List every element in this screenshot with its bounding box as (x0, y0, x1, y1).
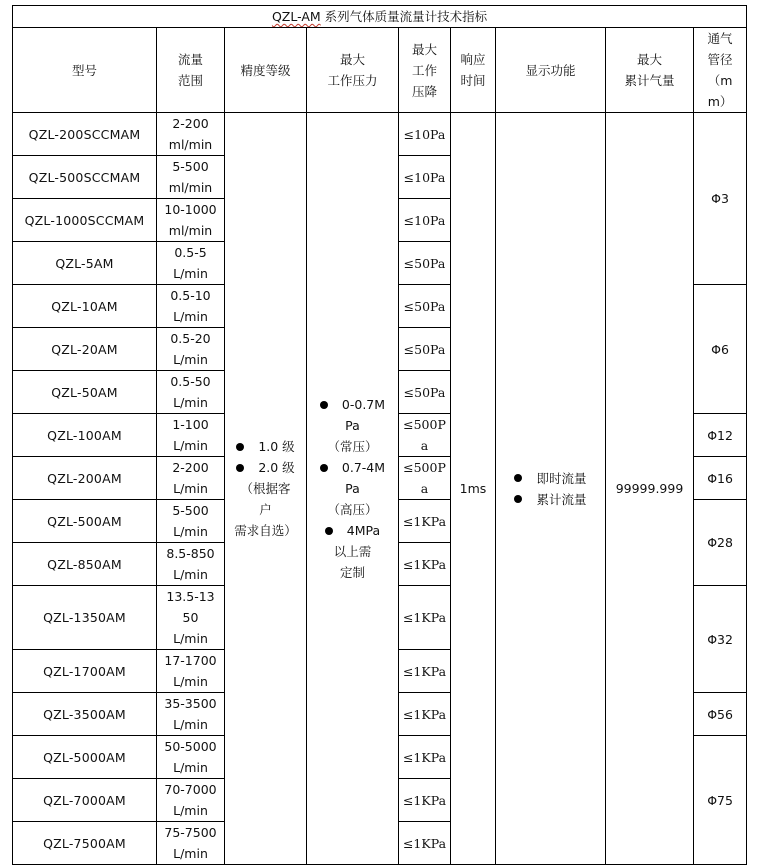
diameter-cell: Φ32 (694, 586, 747, 693)
header-response-l1: 响应 (460, 52, 486, 67)
display-item-1: 即时流量 (536, 470, 587, 486)
bullet-icon (514, 495, 522, 503)
pressure-item-3-l3: 定制 (339, 565, 365, 580)
header-model: 型号 (13, 28, 157, 113)
header-max-pressure-l2: 工作压力 (327, 73, 378, 88)
max-total-cell: 99999.999 (606, 113, 694, 865)
display-cell (496, 113, 606, 865)
header-drop-l2: 工作 (411, 62, 437, 78)
model-cell: QZL-10AM (13, 285, 157, 328)
header-diameter-l2: 管径 (707, 52, 733, 67)
header-diameter (694, 28, 747, 113)
model-cell: QZL-50AM (13, 371, 157, 414)
range-cell: 13.5-13 50 L/min (157, 586, 225, 650)
display-item-2: 累计流量 (536, 491, 587, 507)
pressure-drop-cell: ≤1KPa (399, 779, 451, 822)
diameter-cell: Φ28 (694, 500, 747, 586)
table-row (13, 113, 747, 156)
pressure-drop-cell: ≤50Pa (399, 285, 451, 328)
accuracy-cell (225, 113, 307, 865)
model-cell: QZL-1700AM (13, 650, 157, 693)
accuracy-note-l3: 需求自选） (234, 523, 297, 538)
pressure-item-3: 4MPa (346, 523, 381, 538)
diameter-cell: Φ3 (694, 113, 747, 285)
header-range (157, 28, 225, 113)
range-cell: 70-7000 L/min (157, 779, 225, 822)
model-cell: QZL-850AM (13, 543, 157, 586)
range-cell: 5-500 ml/min (157, 156, 225, 199)
pressure-item-2: 0.7-4M (341, 460, 386, 475)
response-time-cell: 1ms (451, 113, 496, 865)
range-cell: 75-7500 L/min (157, 822, 225, 865)
pressure-drop-cell: ≤10Pa (399, 199, 451, 242)
model-cell: QZL-500SCCMAM (13, 156, 157, 199)
pressure-drop-cell: ≤1KPa (399, 586, 451, 650)
pressure-item-1-l2: Pa (345, 418, 360, 433)
pressure-item-3-l2: 以上需 (333, 544, 372, 559)
range-cell: 0.5-5 L/min (157, 242, 225, 285)
header-max-total (606, 28, 694, 113)
accuracy-item-1: 1.0 级 (258, 439, 295, 454)
header-display: 显示功能 (496, 28, 606, 113)
header-pressure-drop (399, 28, 451, 113)
header-max-total-l1: 最大 (636, 52, 662, 67)
header-range-l1: 流量 (177, 52, 203, 67)
header-response-l2: 时间 (460, 73, 486, 88)
header-drop-l1: 最大 (411, 41, 437, 57)
model-cell: QZL-5000AM (13, 736, 157, 779)
range-cell: 2-200 L/min (157, 457, 225, 500)
max-pressure-cell (307, 113, 399, 865)
accuracy-note-l1: （根据客 (240, 481, 291, 496)
header-response (451, 28, 496, 113)
accuracy-note-l2: 户 (259, 502, 272, 517)
pressure-item-1: 0-0.7M (341, 397, 386, 412)
pressure-drop-cell: ≤1KPa (399, 543, 451, 586)
model-cell: QZL-3500AM (13, 693, 157, 736)
header-diameter-l1: 通气 (707, 31, 733, 46)
pressure-drop-cell: ≤500P a (399, 414, 451, 457)
model-cell: QZL-200SCCMAM (13, 113, 157, 156)
header-drop-l3: 压降 (411, 83, 437, 99)
header-range-l2: 范围 (177, 73, 203, 88)
bullet-icon (320, 464, 328, 472)
model-cell: QZL-500AM (13, 500, 157, 543)
range-cell: 0.5-50 L/min (157, 371, 225, 414)
model-cell: QZL-200AM (13, 457, 157, 500)
pressure-drop-cell: ≤50Pa (399, 371, 451, 414)
header-max-pressure (307, 28, 399, 113)
diameter-cell: Φ12 (694, 414, 747, 457)
table-title (13, 6, 747, 28)
range-cell: 2-200 ml/min (157, 113, 225, 156)
range-cell: 0.5-20 L/min (157, 328, 225, 371)
range-cell: 1-100 L/min (157, 414, 225, 457)
range-cell: 0.5-10 L/min (157, 285, 225, 328)
diameter-cell: Φ16 (694, 457, 747, 500)
bullet-icon (236, 464, 244, 472)
pressure-drop-cell: ≤1KPa (399, 822, 451, 865)
model-cell: QZL-7000AM (13, 779, 157, 822)
pressure-item-2-l3: （高压） (327, 502, 378, 517)
model-cell: QZL-1350AM (13, 586, 157, 650)
range-cell: 17-1700 L/min (157, 650, 225, 693)
diameter-cell: Φ6 (694, 285, 747, 414)
bullet-icon (236, 443, 244, 451)
pressure-drop-cell: ≤50Pa (399, 242, 451, 285)
range-cell: 35-3500 L/min (157, 693, 225, 736)
diameter-cell: Φ75 (694, 736, 747, 865)
header-accuracy: 精度等级 (225, 28, 307, 113)
pressure-drop-cell: ≤1KPa (399, 736, 451, 779)
pressure-drop-cell: ≤10Pa (399, 156, 451, 199)
pressure-drop-cell: ≤50Pa (399, 328, 451, 371)
range-cell: 8.5-850 L/min (157, 543, 225, 586)
header-max-total-l2: 累计气量 (624, 73, 675, 88)
header-diameter-l3: （m (707, 73, 733, 88)
model-cell: QZL-20AM (13, 328, 157, 371)
range-cell: 5-500 L/min (157, 500, 225, 543)
bullet-icon (514, 474, 522, 482)
pressure-drop-cell: ≤1KPa (399, 500, 451, 543)
pressure-item-1-l3: （常压） (327, 439, 378, 454)
range-cell: 10-1000 ml/min (157, 199, 225, 242)
pressure-item-2-l2: Pa (345, 481, 360, 496)
header-row (13, 28, 747, 113)
pressure-drop-cell: ≤10Pa (399, 113, 451, 156)
range-cell: 50-5000 L/min (157, 736, 225, 779)
model-cell: QZL-100AM (13, 414, 157, 457)
pressure-drop-cell: ≤1KPa (399, 650, 451, 693)
bullet-icon (320, 401, 328, 409)
header-diameter-l4: m） (707, 94, 733, 109)
diameter-cell: Φ56 (694, 693, 747, 736)
pressure-drop-cell: ≤1KPa (399, 693, 451, 736)
accuracy-item-2: 2.0 级 (258, 460, 295, 475)
model-cell: QZL-7500AM (13, 822, 157, 865)
pressure-drop-cell: ≤500P a (399, 457, 451, 500)
bullet-icon (325, 527, 333, 535)
model-cell: QZL-5AM (13, 242, 157, 285)
header-max-pressure-l1: 最大 (339, 52, 365, 67)
title-text: 系列气体质量流量计技术指标 (320, 9, 488, 24)
model-cell: QZL-1000SCCMAM (13, 199, 157, 242)
title-model: QZL-AM (271, 9, 321, 24)
spec-table (12, 5, 747, 865)
